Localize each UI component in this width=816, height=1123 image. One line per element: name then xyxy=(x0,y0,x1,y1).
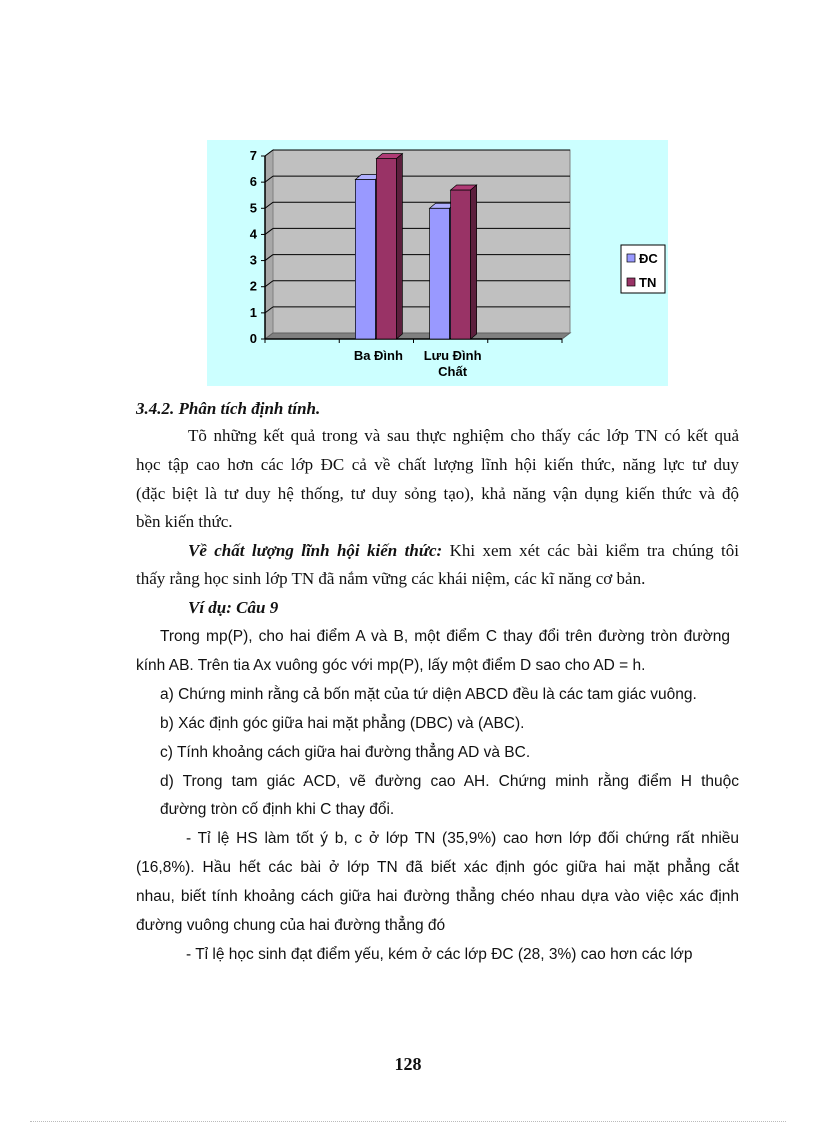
legend-label: ĐC xyxy=(639,251,658,266)
example-label: Ví dụ: Câu 9 xyxy=(188,598,279,617)
bar-front xyxy=(451,190,471,339)
intro-line: Tõ những kết quả trong và sau thực nghiệm cho thấy các lớp TN có kết quả xyxy=(188,426,739,445)
legend-swatch xyxy=(627,254,635,262)
chart-back-wall xyxy=(273,150,570,333)
chart-floor xyxy=(265,333,570,339)
analysis-line: - Tỉ lệ học sinh đạt điểm yếu, kém ở các lớp ĐC (28, 3%) cao hơn các lớp xyxy=(186,946,693,963)
y-tick-label: 2 xyxy=(249,278,257,294)
analysis-line: (16,8%). Hầu hết các bài ở lớp TN đã biết xác định góc giữa hai mặt phẳng cắt xyxy=(136,859,739,876)
y-tick-label: 6 xyxy=(249,174,257,190)
quality-line xyxy=(136,537,739,565)
problem-part-b: b) Xác định góc giữa hai mặt phẳng (DBC) và (ABC). xyxy=(160,715,525,732)
problem-part-c: c) Tính khoảng cách giữa hai đường thẳng AD và BC. xyxy=(160,744,531,761)
legend-swatch xyxy=(627,278,635,286)
quality-label: Về chất lượng lĩnh hội kiến thức: xyxy=(188,541,443,560)
analysis-line: nhau, biết tính khoảng cách giữa hai đường thẳng chéo nhau dựa vào việc xác định xyxy=(136,888,739,905)
analysis-line: - Tỉ lệ HS làm tốt ý b, c ở lớp TN (35,9%) cao hơn lớp đối chứng rất nhiều xyxy=(186,830,739,847)
bar-front xyxy=(355,180,375,339)
y-tick-label: 1 xyxy=(249,304,257,320)
intro-line: (đặc biệt là tư duy hệ thống, tư duy sỏng tạo), khả năng vận dụng kiến thức và độ xyxy=(136,484,739,503)
quality-line: thấy rằng học sinh lớp TN đã nắm vững các khái niệm, các kĩ năng cơ bản. xyxy=(136,569,646,588)
problem-part-d: d) Trong tam giác ACD, vẽ đường cao AH. Chứng minh rằng điểm H thuộc xyxy=(160,773,739,790)
y-tick-label: 7 xyxy=(249,148,257,163)
problem-part-d: đường tròn cố định khi C thay đổi. xyxy=(160,801,395,818)
y-tick-label: 3 xyxy=(249,252,257,268)
bar-chart-svg xyxy=(207,140,668,386)
intro-line: học tập cao hơn các lớp ĐC cả về chất lượng lĩnh hội kiến thức, năng lực tư duy xyxy=(136,455,739,474)
section-heading: 3.4.2. Phân tích định tính. xyxy=(136,399,321,418)
quality-text: Khi xem xét các bài kiểm tra chúng tôi xyxy=(442,541,740,560)
bar-side xyxy=(396,154,402,339)
intro-line: bền kiến thức. xyxy=(136,512,233,531)
x-category-label: Chất xyxy=(438,364,468,379)
problem-line: kính AB. Trên tia Ax vuông góc với mp(P), lấy một điểm D sao cho AD = h. xyxy=(136,657,646,674)
analysis-line: đường vuông chung của hai đường thẳng đó xyxy=(136,917,446,934)
y-tick-label: 0 xyxy=(249,331,257,346)
chart-side-wall xyxy=(265,150,273,339)
page-number: 128 xyxy=(394,1054,422,1074)
bar-side xyxy=(471,185,477,339)
x-category-label: Ba Đình xyxy=(353,348,403,363)
bar-front xyxy=(430,208,450,339)
problem-line: Trong mp(P), cho hai điểm A và B, một điểm C thay đổi trên đường tròn đường xyxy=(160,628,730,645)
y-tick-label: 4 xyxy=(249,226,257,242)
y-tick-label: 5 xyxy=(249,200,257,216)
bar-chart xyxy=(207,140,668,386)
legend-label: TN xyxy=(639,275,657,290)
page-bottom-rule xyxy=(30,1121,786,1122)
x-category-label: Lưu Đình xyxy=(423,348,482,363)
bar-front xyxy=(376,159,396,339)
problem-part-a: a) Chứng minh rằng cả bốn mặt của tứ diện ABCD đều là các tam giác vuông. xyxy=(160,686,697,703)
